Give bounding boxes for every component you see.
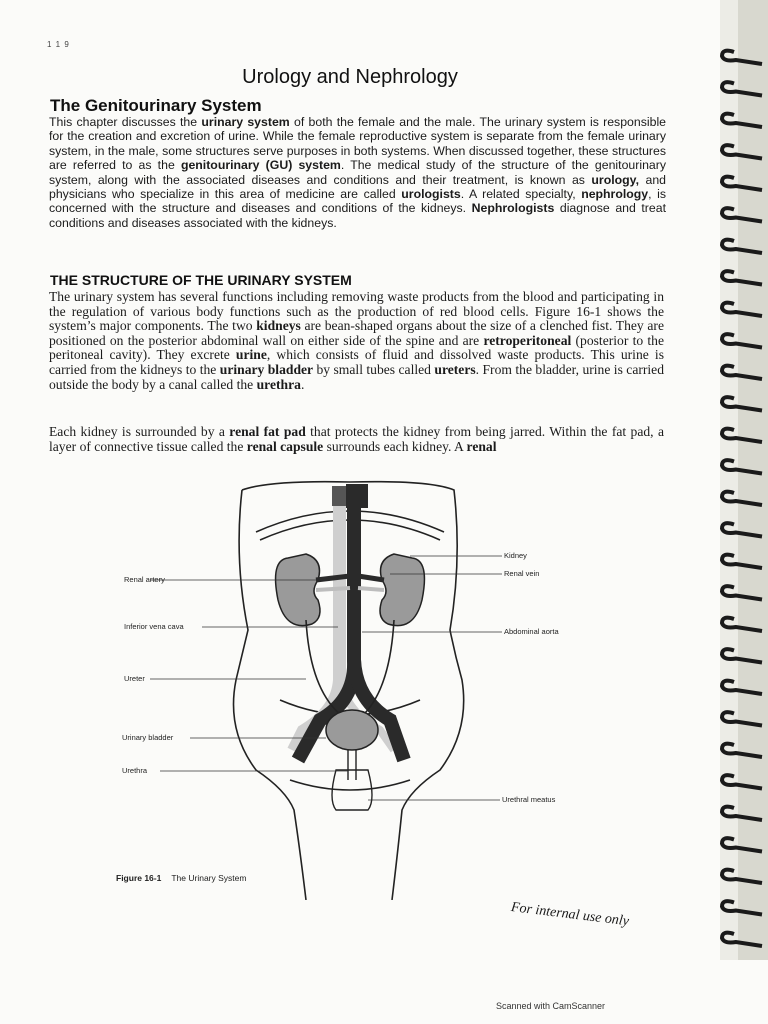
scan-background — [0, 960, 768, 1024]
bold-term: urethra — [256, 376, 301, 392]
text-run: of both the female and the male. The urinary system is responsible for the creation and excretion of urine. While the female reproductive system is separate from the female urinary system, in the male, some structures serve purposes in both systems. When discussed together, these structures are referred to as the — [49, 115, 667, 173]
figure-number: Figure 16-1 — [116, 873, 162, 883]
subheading: THE STRUCTURE OF THE URINARY SYSTEM — [50, 272, 352, 288]
spiral-binding-illustration — [700, 0, 768, 960]
internal-use-note: For internal use only — [510, 900, 630, 930]
scanner-watermark: Scanned with CamScanner — [496, 1001, 606, 1011]
bold-term: nephrology — [581, 187, 649, 202]
text-run: and physicians who specialize in this area of medicine are called — [49, 172, 667, 202]
text-run: by small tubes called — [313, 361, 435, 377]
bold-term: kidneys — [256, 318, 301, 334]
page-number: 1 1 9 — [47, 40, 70, 49]
page-title: Urology and Nephrology — [242, 66, 458, 88]
bold-term: genitourinary (GU) system — [180, 158, 341, 173]
figure-caption — [116, 873, 246, 883]
fat-pad-paragraph — [49, 425, 664, 454]
label-renal-artery: Renal artery — [124, 575, 165, 584]
bold-term: ureters — [434, 361, 476, 377]
figure-caption-text: The Urinary System — [171, 873, 247, 883]
bold-term: renal fat pad — [229, 424, 306, 439]
label-urethral-meatus: Urethral meatus — [502, 795, 556, 804]
text-run: diagnose and treat conditions and diseases associated with the kidneys. — [49, 201, 666, 230]
structure-paragraph — [49, 290, 664, 392]
label-inferior-vena-cava: Inferior vena cava — [124, 622, 184, 631]
text-run: that protects the kidney from being jarred. Within the fat pad, a layer of connective tissue called the — [49, 424, 664, 454]
bold-term: renal — [466, 438, 497, 454]
text-run: surrounds each kidney. A — [323, 438, 467, 454]
text-run: . The medical study of the structure of the genitourinary system, along with the associated diseases and conditions and their treatment, is known as — [49, 158, 666, 187]
section-heading: The Genitourinary System — [50, 96, 262, 115]
bold-term: Nephrologists — [471, 201, 555, 216]
label-urinary-bladder: Urinary bladder — [122, 733, 174, 742]
label-abdominal-aorta: Abdominal aorta — [504, 627, 559, 636]
text-run: Each kidney is surrounded by a — [49, 424, 230, 439]
text-run: This chapter discusses the — [49, 115, 202, 129]
label-urethra: Urethra — [122, 766, 148, 775]
bold-term: urinary system — [201, 115, 290, 129]
text-run: (posterior to the peritoneal cavity). They excrete — [49, 332, 664, 363]
text-run: are bean-shaped organs about the size of a clenched fist. They are positioned on the posterior abdominal wall on either side of the spine and are — [49, 318, 664, 348]
intro-paragraph — [49, 115, 666, 230]
urinary-system-figure — [110, 480, 580, 900]
text-run: . — [300, 376, 305, 392]
text-run: , which consists of fluid and dissolved waste products. This urine is carried from the kidneys to the — [49, 347, 664, 377]
label-renal-vein: Renal vein — [504, 569, 540, 578]
text-run: . From the bladder, urine is carried outside the body by a canal called the — [49, 361, 665, 392]
bold-term: urinary bladder — [219, 361, 314, 377]
bold-term: retroperitoneal — [483, 332, 572, 348]
bold-term: urologists — [401, 187, 461, 202]
label-ureter: Ureter — [124, 674, 145, 683]
text-run: The urinary system has several functions including removing waste products from the blood and participating in the regulation of various body functions such as the production of red blood cells. Figure 16-1 shows the system’s major components. The two — [49, 289, 664, 334]
bold-term: renal capsule — [246, 438, 324, 454]
text-run: . A related specialty, — [460, 187, 582, 202]
urinary-system-illustration — [110, 480, 580, 900]
bold-term: urine — [235, 347, 267, 363]
label-kidney: Kidney — [504, 551, 527, 560]
bold-term: urology, — [591, 172, 640, 187]
text-run: , is concerned with the structure and diseases and conditions of the kidneys. — [49, 187, 666, 216]
